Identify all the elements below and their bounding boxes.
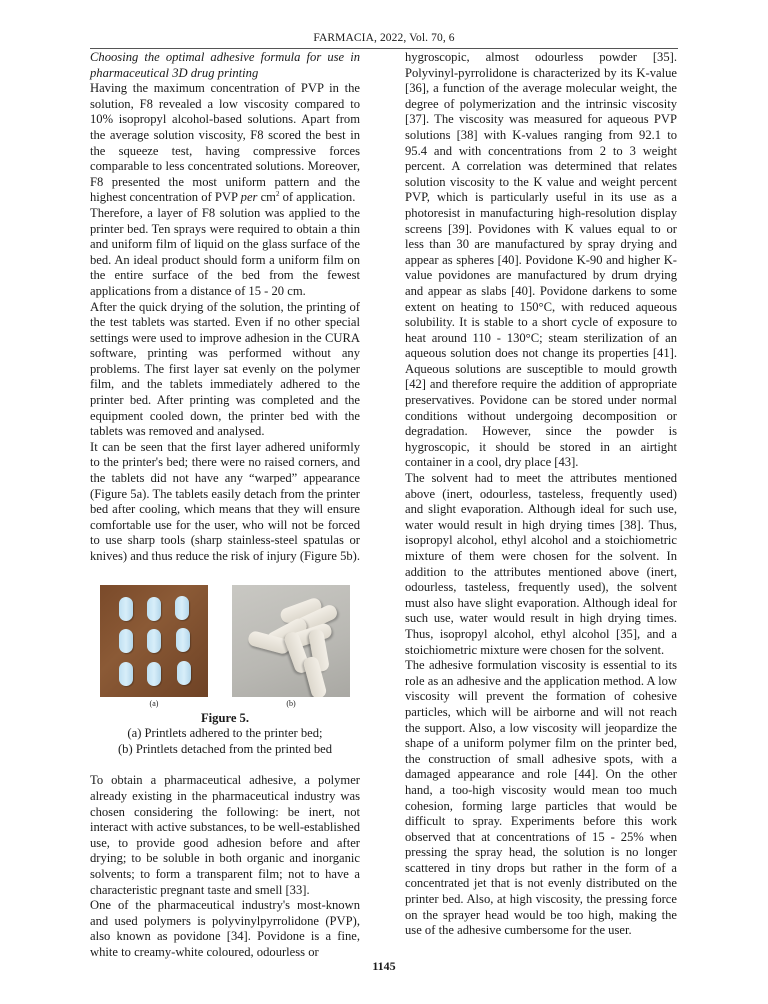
tablet-icon bbox=[176, 628, 190, 652]
tablet-icon bbox=[147, 662, 161, 686]
tablet-icon bbox=[147, 629, 161, 653]
left-column bbox=[90, 50, 360, 961]
paragraph-text: of application. bbox=[279, 190, 356, 205]
paragraph-text: Having the maximum concentration of PVP in the solution, F8 revealed a low viscosity compared to 10% isopropyl alcohol-based solutions. Apart from the average solution viscosity, F8 scored the best in the squeeze test, having compressive forces comparable to less concentrated solutions. Moreover, F8 presented the most uniform pattern and the highest concentration of PVP bbox=[90, 81, 360, 205]
superscript: 2 bbox=[275, 190, 280, 199]
panel-label-b: (b) bbox=[286, 698, 296, 708]
header-divider bbox=[90, 48, 678, 49]
figure-5 bbox=[90, 585, 360, 758]
tablet-icon bbox=[119, 597, 133, 621]
detached-printlets-photo bbox=[232, 585, 350, 697]
paragraph: The solvent had to meet the attributes mentioned above (inert, odourless, tasteless, frequently used) and slight evaporation. Although ideal for such use, water would result in high drying times [38]. Thus, isopropyl alcohol, ethyl alcohol and a stoichiometric mixture of them were chosen for the solvent. In addition to the attributes mentioned above (inert, odourless, tasteless, frequently used), the solvent must also have slight evaporation. Although ideal for such use, water would result in high drying times. Thus, isopropyl alcohol, ethyl alcohol [35], and a stoichiometric mixture were chosen for the solvent. bbox=[405, 471, 677, 657]
tablet-icon bbox=[119, 662, 133, 686]
figure-panel-a bbox=[100, 585, 208, 709]
paragraph: Therefore, a layer of F8 solution was applied to the printer bed. Ten sprays were required to obtain a thin and uniform film of liquid on the glass surface of the bed. An ideal product should form a uniform film on the entire surface of the bed from the fewest applications from a distance of 15 - 20 cm. bbox=[90, 205, 360, 298]
figure-caption-line: (a) Printlets adhered to the printer bed; bbox=[127, 726, 323, 741]
paragraph: It can be seen that the first layer adhered uniformly to the printer's bed; there were no raised corners, and the tablets did not have any “warped” appearance (Figure 5a). The tablets easily detach from the printer bed after cooling, which means that they will ensure comfortable use for the user, who will not be forced to use sharp tools (sharp stainless-steel spatulas or knives) and thus reduce the risk of injury (Figure 5b). bbox=[90, 439, 361, 563]
paragraph: The adhesive formulation viscosity is essential to its role as an adhesive and the application method. A low viscosity will prevent the formation of cohesive particles, which will be airborne and will not reach the support. Also, a low viscosity will jeopardize the shape of a uniform polymer film on the printer bed, the construction of small adhesive spots, with a damaged appearance and role [44]. On the other hand, a too-high viscosity would mean too much cohesion, forming large particles that would be difficult to spray. Experiments before this work observed that at concentrations of 15 - 25% when pressing the spray head, the solution is no longer scattered in tiny drops but rather in the form of a concentrated jet that is not evenly distributed on the printer bed. Also, at high viscosity, the pressing force on the sprayer head would be too high, making the use of the adhesive cumbersome for the user. bbox=[405, 658, 677, 938]
tablet-icon bbox=[147, 597, 161, 621]
paragraph bbox=[90, 81, 360, 206]
right-column bbox=[405, 50, 677, 939]
figure-panels bbox=[90, 585, 360, 709]
figure-caption-line: (b) Printlets detached from the printed bed bbox=[117, 741, 333, 756]
italic-text: per bbox=[240, 190, 258, 205]
page-number: 1145 bbox=[372, 959, 396, 973]
running-header: FARMACIA, 2022, Vol. 70, 6 bbox=[313, 32, 455, 44]
paragraph: hygroscopic, almost odourless powder [35]. Polyvinyl-pyrrolidone is characterized by its K-value [36], a function of the average molecular weight, the degree of polymerization and the intrinsic viscosity [37]. The viscosity was measured for aqueous PVP solutions [38] with K-values ranging from 92.1 to 95.4 and with concentrations from 2 to 3 weight percent. A correlation was determined that relates solution viscosity to the K value and weight percent PVP, which is particularly useful in its use as a photoresist in manufacturing high-resolution display screens [39]. Povidones with K values equal to or less than 30 are manufactured by spray drying and appear as spheres [40]. Povidone K-90 and higher K-value povidones are manufactured by drum drying and appear as slabs [40]. Povidone darkens to some extent on heating to 150°C, with reduced aqueous solubility. It is stable to a short cycle of exposure to heat around 110 - 130°C; steam sterilization of an aqueous solution does not change its properties [41]. Aqueous solutions are susceptible to mould growth [42] and therefore require the addition of appropriate preservatives. Povidone can be stored under normal conditions without undergoing decomposition or degradation. However, since the powder is hygroscopic, it should be stored in an airtight container in a cool, dry place [43]. bbox=[405, 50, 677, 470]
figure-title: Figure 5. bbox=[200, 710, 250, 725]
panel-label-a: (a) bbox=[149, 698, 159, 708]
section-heading: Choosing the optimal adhesive formula for use in pharmaceutical 3D drug printing bbox=[90, 50, 360, 80]
figure-panel-b bbox=[232, 585, 350, 709]
tablet-icon bbox=[119, 629, 133, 653]
printlets-on-bed-photo bbox=[100, 585, 208, 697]
paragraph: One of the pharmaceutical industry's most-known and used polymers is polyvinylpyrrolidone (PVP), also known as povidone [34]. Povidone is a fine, white to creamy-white coloured, odourless or bbox=[90, 898, 360, 959]
paragraph: After the quick drying of the solution, the printing of the test tablets was started. Even if no other special settings were used to improve adhesion in the CURA software, printing was performed without any problems. The first layer sat evenly on the polymer film, and the tablets immediately adhered to the printer bed. After printing was completed and the equipment cooled down, the printer bed with the tablets was removed and analysed. bbox=[90, 299, 360, 439]
unit-text: cm bbox=[257, 190, 276, 205]
tablet-icon bbox=[177, 661, 191, 685]
paragraph: To obtain a pharmaceutical adhesive, a polymer already existing in the pharmaceutical industry was chosen considering the following: be inert, not interact with active substances, to be well-established use, to provide good adhesion before and after drying; to be soluble in both organic and inorganic solvents; to form a transparent film; not to have a characteristic pregnant taste and smell [33]. bbox=[90, 773, 360, 897]
tablet-icon bbox=[175, 596, 189, 620]
